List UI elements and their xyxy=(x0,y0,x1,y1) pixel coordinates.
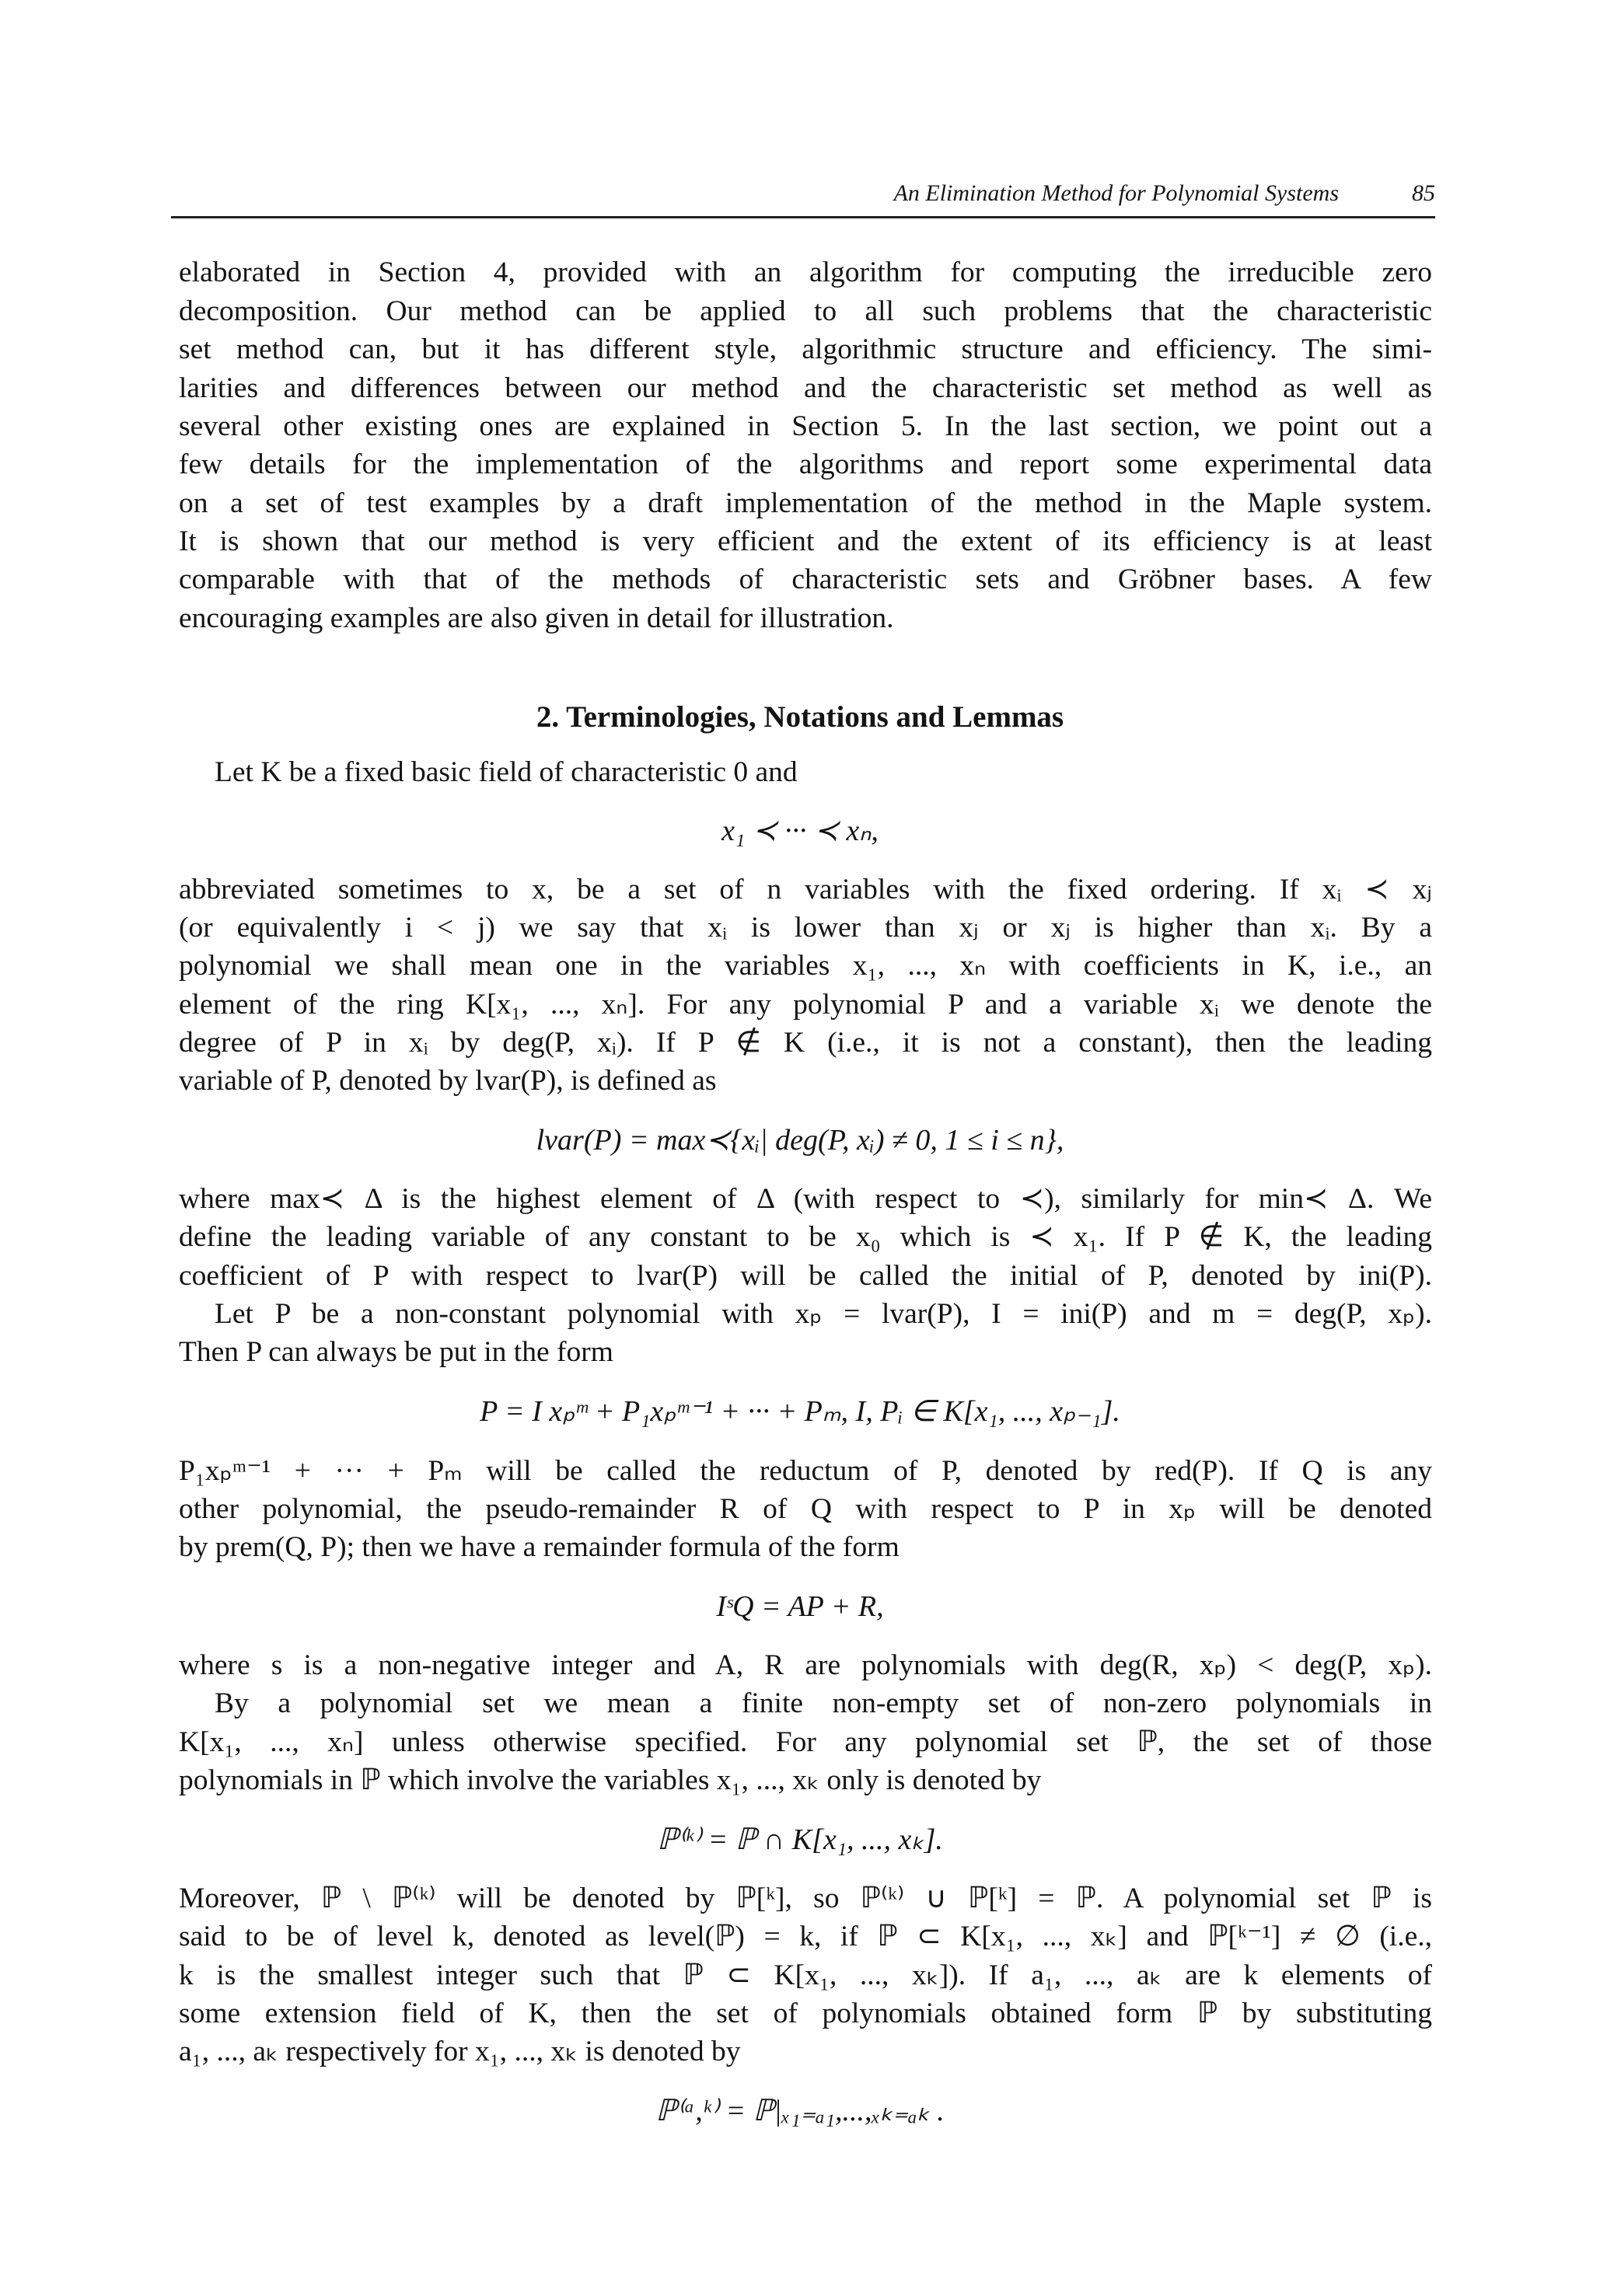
text-line: variable of P, denoted by lvar(P), is defined as xyxy=(179,1065,717,1097)
text-line: on a set of test examples by a draft implementation of the method in the Maple system. xyxy=(179,487,1432,519)
section-heading: 2. Terminologies, Notations and Lemmas xyxy=(536,700,1064,734)
equation: ℙ⁽ᵏ⁾ = ℙ ∩ K[x₁, ..., xₖ]. xyxy=(657,1823,943,1856)
equation: ℙ⁽ᵃ,ᵏ⁾ = ℙ|ₓ₁₌ₐ₁,...,ₓₖ₌ₐₖ . xyxy=(655,2095,945,2127)
text-line: Let P be a non-constant polynomial with xₚ = lvar(P), I = ini(P) and m = deg(P, xₚ). xyxy=(215,1298,1432,1330)
text-line: (or equivalently i < j) we say that xᵢ is lower than xⱼ or xⱼ is higher than xᵢ. By a xyxy=(179,912,1432,944)
text-line: k is the smallest integer such that ℙ ⊂ K[x₁, ..., xₖ]). If a₁, ..., aₖ are k elements of xyxy=(179,1959,1432,1991)
text-line: by prem(Q, P); then we have a remainder formula of the form xyxy=(179,1531,900,1563)
text-line: P₁xₚᵐ⁻¹ + ··· + Pₘ will be called the reductum of P, denoted by red(P). If Q is any xyxy=(179,1455,1432,1487)
text-line: coefficient of P with respect to lvar(P) will be called the initial of P, denoted by ini(P). xyxy=(179,1260,1432,1292)
text-line: element of the ring K[x₁, ..., xₙ]. For any polynomial P and a variable xᵢ we denote the xyxy=(179,989,1432,1021)
running-header xyxy=(171,174,1435,218)
text-line: define the leading variable of any constant to be x₀ which is ≺ x₁. If P ∉ K, the leading xyxy=(179,1221,1432,1253)
text-line: abbreviated sometimes to x, be a set of n variables with the fixed ordering. If xᵢ ≺ xⱼ xyxy=(179,874,1432,905)
text-line: other polynomial, the pseudo-remainder R of Q with respect to P in xₚ will be denoted xyxy=(179,1493,1432,1525)
running-title: An Elimination Method for Polynomial Systems xyxy=(893,180,1339,206)
text-line: It is shown that our method is very efficient and the extent of its efficiency is at least xyxy=(179,525,1432,557)
equation: x₁ ≺ ··· ≺ xₙ, xyxy=(721,815,879,847)
equation: P = I xₚᵐ + P₁xₚᵐ⁻¹ + ··· + Pₘ, I, Pᵢ ∈ K[x₁, ..., xₚ₋₁]. xyxy=(480,1395,1120,1428)
text-line: some extension field of K, then the set of polynomials obtained form ℙ by substituting xyxy=(179,1998,1432,2029)
text-line: a₁, ..., aₖ respectively for x₁, ..., xₖ is denoted by xyxy=(179,2036,741,2067)
text-line: polynomial we shall mean one in the variables x₁, ..., xₙ with coefficients in K, i.e., an xyxy=(179,950,1432,982)
text-line: Moreover, ℙ \ ℙ⁽ᵏ⁾ will be denoted by ℙ[ᵏ], so ℙ⁽ᵏ⁾ ∪ ℙ[ᵏ] = ℙ. A polynomial set ℙ is xyxy=(179,1883,1432,1914)
text-line: polynomials in ℙ which involve the variables x₁, ..., xₖ only is denoted by xyxy=(179,1764,1042,1796)
text-line: Let K be a fixed basic field of characteristic 0 and xyxy=(215,756,798,788)
text-line: set method can, but it has different style, algorithmic structure and efficiency. The simi- xyxy=(179,333,1432,365)
text-line: Then P can always be put in the form xyxy=(179,1336,613,1368)
text-line: encouraging examples are also given in detail for illustration. xyxy=(179,602,894,634)
equation: lvar(P) = max≺{xᵢ| deg(P, xᵢ) ≠ 0, 1 ≤ i ≤ n}, xyxy=(536,1124,1064,1157)
text-line: degree of P in xᵢ by deg(P, xᵢ). If P ∉ K (i.e., it is not a constant), then the leading xyxy=(179,1027,1432,1059)
text-line: By a polynomial set we mean a finite non-empty set of non-zero polynomials in xyxy=(215,1687,1432,1719)
text-line: few details for the implementation of the algorithms and report some experimental data xyxy=(179,448,1432,480)
text-line: several other existing ones are explained in Section 5. In the last section, we point out a xyxy=(179,410,1432,442)
text-line: larities and differences between our method and the characteristic set method as well as xyxy=(179,372,1432,404)
text-line: where s is a non-negative integer and A, R are polynomials with deg(R, xₚ) < deg(P, xₚ). xyxy=(179,1649,1432,1681)
page-number: 85 xyxy=(1412,180,1435,206)
text-line: where max≺ Δ is the highest element of Δ (with respect to ≺), similarly for min≺ Δ. We xyxy=(179,1183,1432,1215)
text-line: elaborated in Section 4, provided with an algorithm for computing the irreducible zero xyxy=(179,256,1432,288)
text-line: said to be of level k, denoted as level(ℙ) = k, if ℙ ⊂ K[x₁, ..., xₖ] and ℙ[ᵏ⁻¹] ≠ ∅ (i.e., xyxy=(179,1921,1432,1952)
text-line: comparable with that of the methods of characteristic sets and Gröbner bases. A few xyxy=(179,564,1432,595)
equation: IˢQ = AP + R, xyxy=(716,1590,884,1623)
text-line: decomposition. Our method can be applied to all such problems that the characteristic xyxy=(179,295,1432,327)
text-line: K[x₁, ..., xₙ] unless otherwise specified. For any polynomial set ℙ, the set of those xyxy=(179,1726,1432,1758)
